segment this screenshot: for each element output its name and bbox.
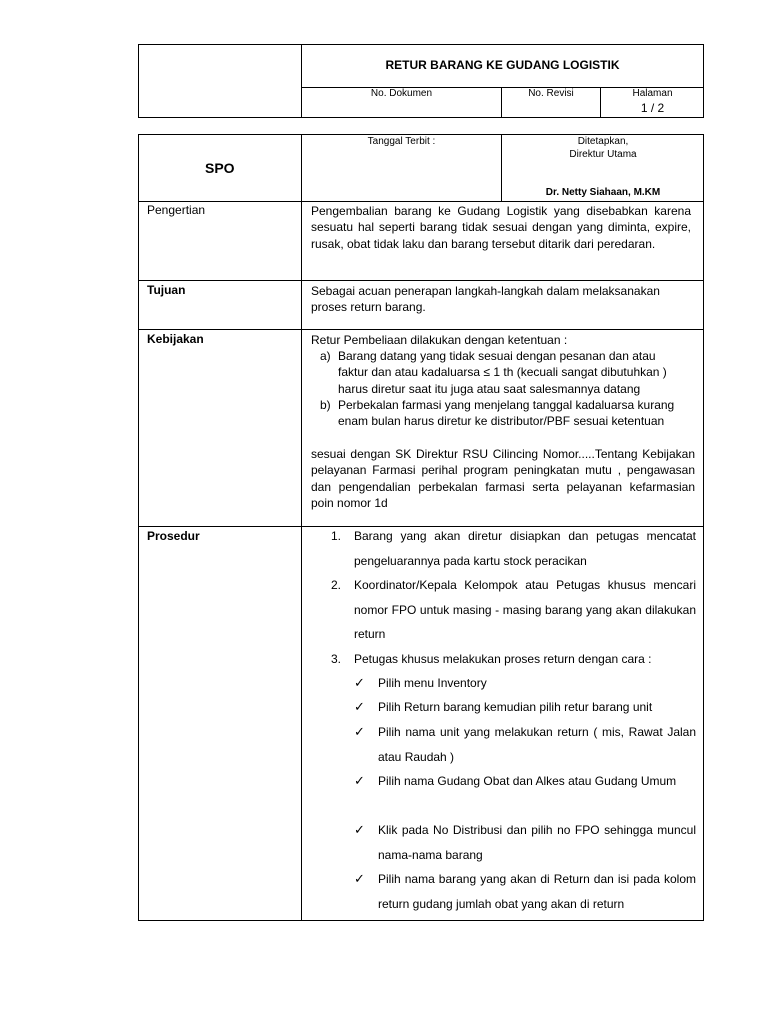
checklist-text: Pilih nama barang yang akan di Return dan isi pada kolom return gudang jumlah obat yang akan di return (378, 872, 696, 911)
tujuan-text: Sebagai acuan penerapan langkah-langkah dalam melaksanakan proses return barang. (311, 284, 660, 315)
kebijakan-label: Kebijakan (147, 332, 204, 346)
checklist-item (354, 720, 696, 769)
tujuan-label: Tujuan (147, 283, 186, 297)
checklist-text: Pilih menu Inventory (378, 676, 487, 690)
ditetapkan-label: Ditetapkan, (577, 136, 629, 147)
row-divider (138, 280, 704, 281)
prosedur-step-marker: 2. (331, 578, 342, 592)
checklist-item (354, 818, 696, 867)
checklist-item (354, 769, 696, 794)
prosedur-step-marker: 1. (331, 529, 342, 543)
kebijakan-item-marker: b) (320, 398, 331, 412)
checkmark-icon: ✓ (354, 871, 365, 886)
checkmark-icon: ✓ (354, 822, 365, 837)
checkmark-icon: ✓ (354, 675, 365, 690)
pengertian-text: Pengembalian barang ke Gudang Logistik yang disebabkan karena sesuatu hal seperti barang tidak sesuai dengan yang diminta, expire, rusak, obat tidak laku dan barang tersebut ditarik dari peredaran. (311, 204, 691, 251)
checkmark-icon: ✓ (354, 699, 365, 714)
checklist-item (354, 695, 696, 720)
checklist-item (354, 867, 696, 916)
row-divider (138, 329, 704, 330)
kebijakan-intro: Retur Pembeliaan dilakukan dengan ketentuan : (311, 333, 568, 347)
column-divider (301, 134, 302, 921)
checklist-text: Klik pada No Distribusi dan pilih no FPO sehingga muncul nama-nama barang (378, 823, 696, 862)
kebijakan-item-text: Perbekalan farmasi yang menjelang tanggal kadaluarsa kurang enam bulan harus diretur ke distributor/PBF sesuai ketentuan (338, 398, 675, 429)
checkmark-icon: ✓ (354, 773, 365, 788)
checkmark-icon: ✓ (354, 724, 365, 739)
header-divider (301, 44, 302, 118)
checklist-text: Pilih nama unit yang melakukan return ( mis, Rawat Jalan atau Raudah ) (378, 725, 696, 764)
halaman-label: Halaman (632, 88, 673, 99)
prosedur-label: Prosedur (147, 529, 200, 543)
pengertian-label: Pengertian (147, 203, 206, 217)
document-title: RETUR BARANG KE GUDANG LOGISTIK (385, 58, 620, 72)
kebijakan-item-marker: a) (320, 349, 331, 363)
checklist-text: Pilih nama Gudang Obat dan Alkes atau Gudang Umum (378, 774, 677, 788)
no-revisi-label: No. Revisi (528, 88, 574, 99)
row-divider (138, 201, 704, 202)
checklist-item (354, 671, 696, 696)
prosedur-step-marker: 3. (331, 652, 342, 666)
kebijakan-closing: sesuai dengan SK Direktur RSU Cilincing Nomor.....Tentang Kebijakan pelayanan Farmasi perihal program peningkatan mutu , pengawasan dan pengendalian perbekalan farmasi serta pelayanan kefarmasian poin nomor 1d (311, 447, 695, 510)
tanggal-terbit-label: Tanggal Terbit : (367, 136, 436, 147)
signatory-name: Dr. Netty Siahaan, M.KM (545, 187, 661, 198)
jabatan-label: Direktur Utama (569, 149, 637, 160)
spo-label: SPO (205, 160, 235, 176)
no-dokumen-label: No. Dokumen (370, 88, 433, 99)
prosedur-step-text: Barang yang akan diretur disiapkan dan petugas mencatat pengeluarannya pada kartu stock peracikan (354, 529, 696, 568)
halaman-value: 1 / 2 (640, 101, 665, 115)
kebijakan-item-text: Barang datang yang tidak sesuai dengan pesanan dan atau faktur dan atau kadaluarsa ≤ 1 th (kecuali sangat dibutuhkan ) harus diretur saat itu juga atau saat salesmannya datang (338, 349, 667, 396)
prosedur-step-text: Petugas khusus melakukan proses return dengan cara : (354, 652, 652, 666)
prosedur-step-text: Koordinator/Kepala Kelompok atau Petugas khusus mencari nomor FPO untuk masing - masing barang yang akan dilakukan return (354, 578, 696, 641)
checklist-text: Pilih Return barang kemudian pilih retur barang unit (378, 700, 653, 714)
